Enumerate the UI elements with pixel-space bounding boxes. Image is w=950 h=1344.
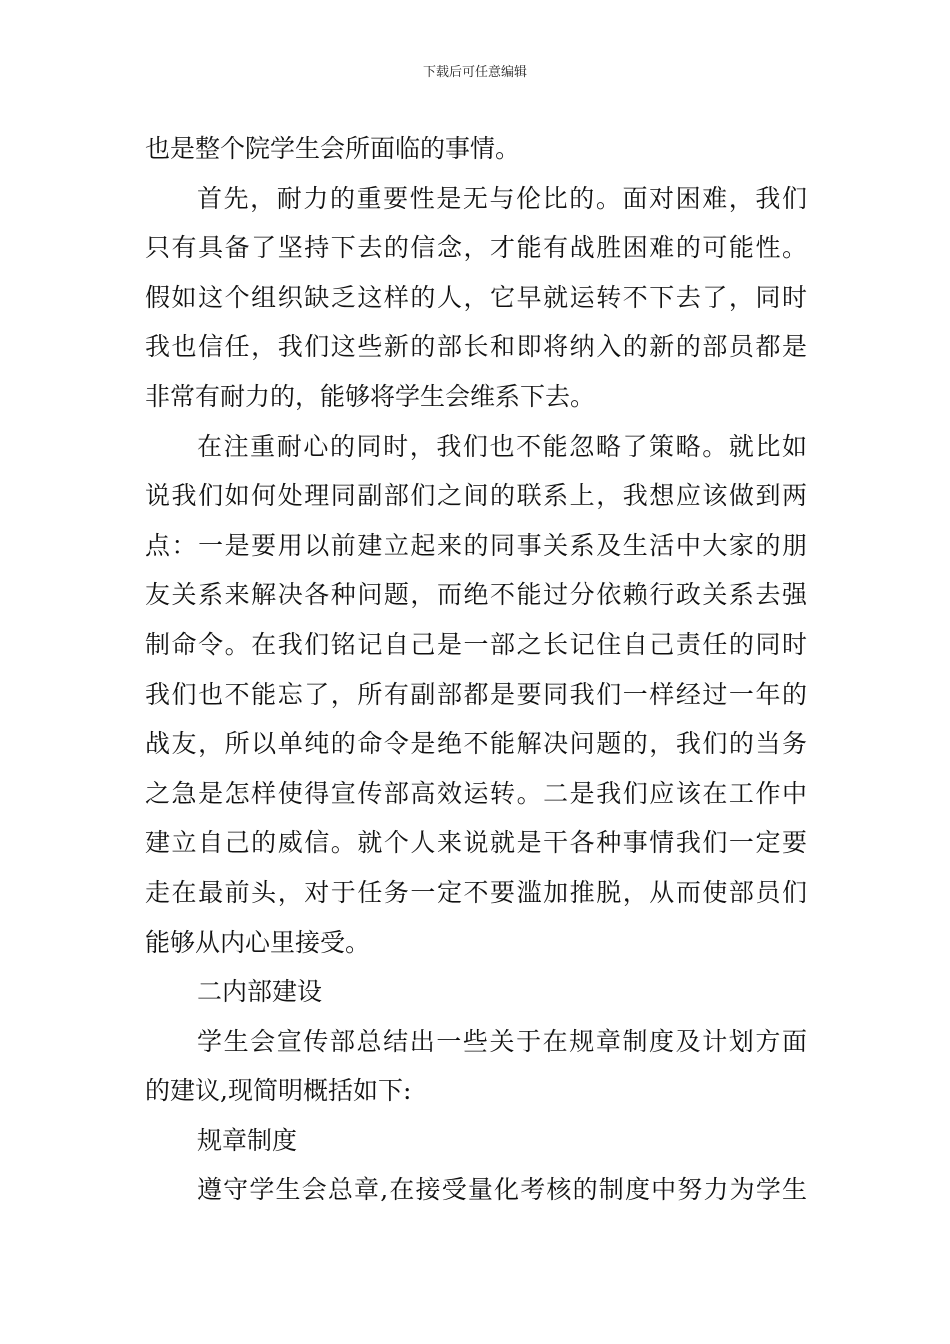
page-header: 下载后可任意编辑 <box>422 65 527 80</box>
text-line: 能够从内心里接受。 <box>145 927 371 957</box>
text-line: 首先，耐力的重要性是无与伦比的。面对困难，我们 <box>197 183 807 213</box>
text-line: 只有具备了坚持下去的信念，才能有战胜困难的可能性。 <box>145 233 807 263</box>
text-line: 也是整个院学生会所面临的事情。 <box>145 134 521 163</box>
text-line: 学生会宣传部总结出一些关于在规章制度及计划方面 <box>197 1026 807 1056</box>
text-line: 我们也不能忘了，所有副部都是要同我们一样经过一年的 <box>145 679 807 709</box>
text-line: 建立自己的威信。就个人来说就是干各种事情我们一定要 <box>145 828 807 858</box>
text-line: 二内部建设 <box>197 977 323 1007</box>
text-line: 点：一是要用以前建立起来的同事关系及生活中大家的朋 <box>145 530 807 560</box>
text-line: 我也信任，我们这些新的部长和即将纳入的新的部员都是 <box>145 332 807 362</box>
text-line: 战友，所以单纯的命令是绝不能解决问题的，我们的当务 <box>145 729 807 759</box>
text-line: 假如这个组织缺乏这样的人，它早就运转不下去了，同时 <box>145 282 807 312</box>
text-line: 的建议,现简明概括如下: <box>145 1076 412 1106</box>
text-line: 说我们如何处理同副部们之间的联系上，我想应该做到两 <box>145 481 807 511</box>
text-line: 非常有耐力的，能够将学生会维系下去。 <box>145 381 596 411</box>
text-line: 友关系来解决各种问题，而绝不能过分依赖行政关系去强 <box>145 580 807 610</box>
text-line: 规章制度 <box>197 1125 298 1155</box>
document-body <box>145 124 807 1215</box>
text-line: 在注重耐心的同时，我们也不能忽略了策略。就比如 <box>197 431 807 461</box>
text-line: 之急是怎样使得宣传部高效运转。二是我们应该在工作中 <box>145 778 807 808</box>
text-line: 遵守学生会总章,在接受量化考核的制度中努力为学生 <box>197 1175 807 1205</box>
text-line: 走在最前头，对于任务一定不要滥加推脱，从而使部员们 <box>145 877 807 907</box>
text-line: 制命令。在我们铭记自己是一部之长记住自己责任的同时 <box>145 629 807 659</box>
